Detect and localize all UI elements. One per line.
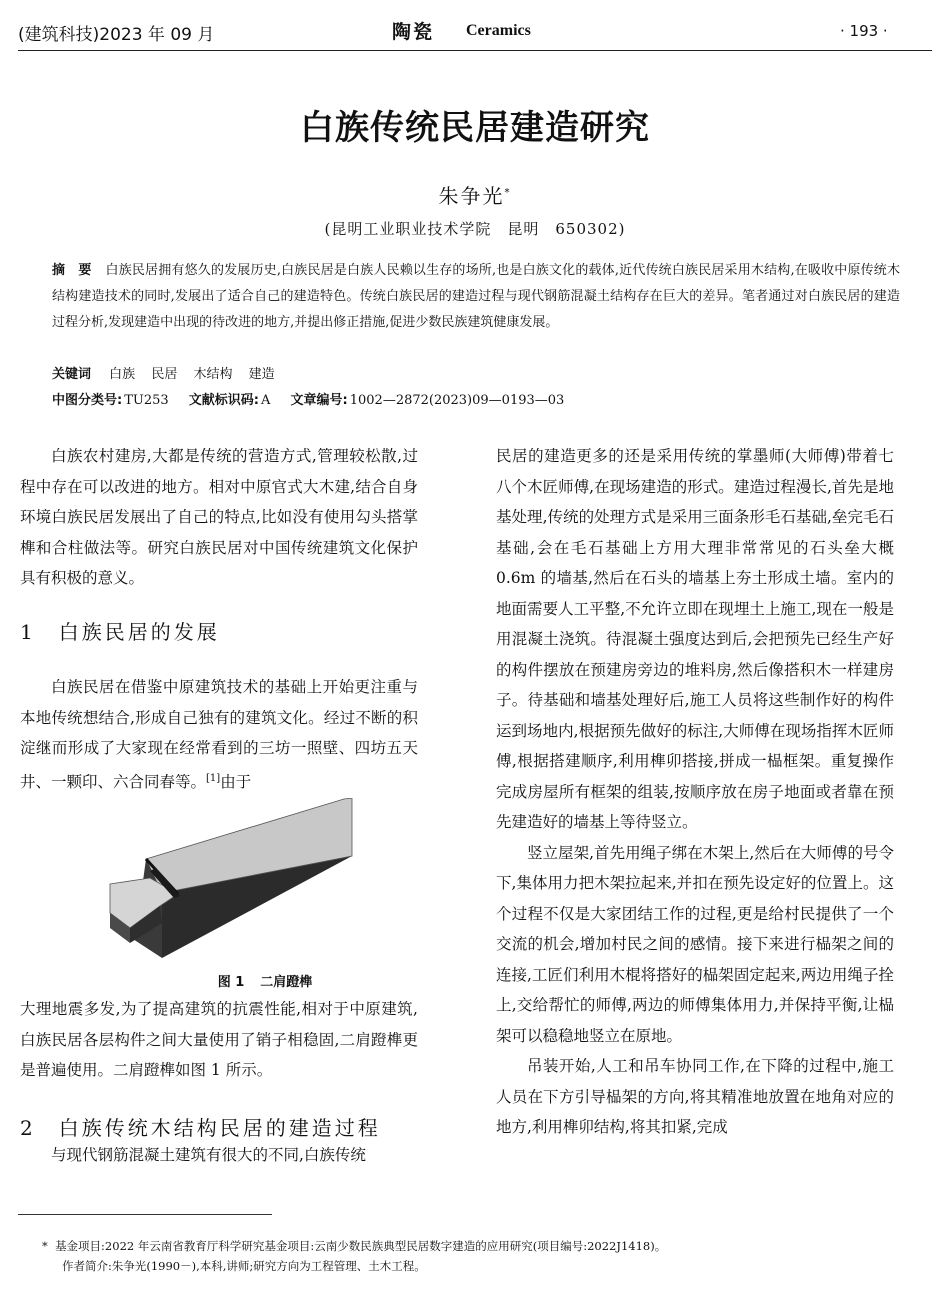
right-column: [496, 441, 894, 1143]
section-1-text-end: 由于: [220, 772, 252, 791]
left-column-after-figure: [20, 994, 418, 1086]
tenon-joint-drawing: [100, 798, 370, 968]
right-paragraph: 民居的建造更多的还是采用传统的掌墨师(大师傅)带着七八个木匠师傅,在现场建造的形式。建造过程漫长,首先是地基处理,传统的处理方式是采用三面条形毛石基础,垒完毛石基础,会在毛石基础上方用大理非常常见的石头垒大概 0.6m 的墙基,然后在石头的墙基上夯土形成土墙。室内的地面需要人工平整,不允许立即在现埋土上施工,现在一般是用混凝土浇筑。待混凝土强度达到后,会把预先已经生产好的构件摆放在预建房旁边的堆料房,然后像搭积木一样建房子。待基础和墙基处理好后,施工人员将这些制作好的构件运到场地内,根据预先做好的标注,大师傅在现场指挥木匠师傅,根据搭建顺序,利用榫卯搭接,拼成一榀框架。重复操作完成房屋所有框架的组装,按顺序放在房子地面或者靠在预先建造好的墙基上等待竖立。: [496, 447, 894, 831]
journal-name-english: Ceramics: [466, 22, 531, 39]
footnote-mark: *: [42, 1239, 48, 1253]
abstract-text: 白族民居拥有悠久的发展历史,白族民居是白族人民赖以生存的场所,也是白族文化的载体,近代传统白族民居采用木结构,在吸收中原传统木结构建造技术的同时,发展出了适合自己的建造特色。传统白族民居的建造过程与现代钢筋混凝土结构存在巨大的差异。笔者通过对白族民居的建造过程分析,发现建造中出现的待改进的地方,并提出修正措施,促进少数民族建筑健康发展。: [52, 263, 900, 330]
citation-ref: [1]: [206, 772, 221, 784]
header-divider: [18, 50, 932, 51]
abstract-label: 摘 要: [52, 263, 92, 278]
author-line: [0, 180, 950, 209]
affiliation: (昆明工业职业技术学院 昆明 650302): [324, 220, 626, 238]
footnote-divider: [18, 1214, 272, 1215]
right-paragraph: 竖立屋架,首先用绳子绑在木架上,然后在大师傅的号令下,集体用力把木架拉起来,并扣在预先设定好的位置上。这个过程不仅是大家团结工作的过程,更是给村民提供了一个交流的机会,增加村民之间的感情。接下来进行榀架之间的连接,工匠们利用木棍将搭好的榀架固定起来,两边用绳子拴上,交给帮忙的师傅,两边的师傅集体用力,并保持平衡,让榀架可以稳稳地竖立在原地。: [496, 843, 894, 1045]
keywords: [52, 362, 900, 388]
keyword: 白族: [109, 367, 136, 382]
keywords-list: [105, 367, 287, 382]
figure-1-caption: [20, 971, 510, 990]
doc-code-value: A: [261, 393, 271, 408]
classification-line: [52, 388, 900, 414]
section-1-paragraph: [20, 672, 418, 797]
section-1-text: 白族民居在借鉴中原建筑技术的基础上开始更注重与本地传统想结合,形成自己独有的建筑文化。经过不断的积淀继而形成了大家现在经常看到的三坊一照壁、四坊五天井、一颗印、六合同春等。: [20, 678, 418, 791]
figure-label: 图 1: [217, 975, 245, 990]
doc-code-label: 文献标识码:: [188, 393, 259, 408]
left-column-intro: [20, 441, 418, 594]
section-2-paragraph: 与现代钢筋混凝土建筑有很大的不同,白族传统: [51, 1146, 366, 1164]
footnote-author-bio: 作者简介:朱争光(1990－),本科,讲师;研究方向为工程管理、土木工程。: [62, 1259, 426, 1273]
section-1-body: [20, 672, 418, 797]
clc-label: 中图分类号:: [52, 393, 123, 408]
running-header-journal-issue: (建筑科技)2023 年 09 月: [18, 25, 215, 45]
article-no-value: 1002—2872(2023)09—0193—03: [349, 393, 565, 408]
right-paragraph: 吊装开始,人工和吊车协同工作,在下降的过程中,施工人员在下方引导榀架的方向,将其精准地放置在地角对应的地方,利用榫卯结构,将其扣紧,完成: [496, 1057, 894, 1136]
section-2-heading: 2 白族传统木结构民居的建造过程: [20, 1116, 381, 1140]
after-figure-paragraph: 大理地震多发,为了提高建筑的抗震性能,相对于中原建筑,白族民居各层构件之间大量使用了销子相稳固,二肩蹬榫更是普遍使用。二肩蹬榫如图 1 所示。: [20, 1000, 418, 1079]
page-number: · 193 ·: [840, 22, 888, 40]
fund-text: 基金项目:2022 年云南省教育厅科学研究基金项目:云南少数民族典型民居数字建造的应用研究(项目编号:2022J1418)。: [55, 1239, 667, 1253]
author-name: 朱争光: [438, 184, 505, 208]
intro-paragraph: 白族农村建房,大都是传统的营造方式,管理较松散,过程中存在可以改进的地方。相对中原官式大木建,结合自身环境白族民居发展出了自己的特点,比如没有使用勾头搭掌榫和合柱做法等。研究白族民居对中国传统建筑文化保护具有积极的意义。: [20, 447, 418, 587]
section-1-heading: 1 白族民居的发展: [20, 620, 220, 644]
article-no-label: 文章编号:: [290, 393, 348, 408]
keyword: 民居: [151, 367, 178, 382]
figure-caption-text: 二肩蹬榫: [260, 975, 313, 990]
journal-logo: 陶瓷: [392, 21, 435, 43]
keyword: 建造: [248, 367, 275, 382]
author-footnote-mark: *: [504, 187, 512, 199]
section-2-body: [20, 1140, 418, 1171]
keywords-label: 关键词: [52, 367, 92, 382]
abstract: [52, 258, 900, 336]
keyword: 木结构: [193, 367, 233, 382]
figure-1-illustration: [100, 798, 370, 968]
article-title: 白族传统民居建造研究: [300, 108, 650, 148]
clc-value: TU253: [124, 393, 169, 408]
footnote-fund: [42, 1238, 666, 1254]
